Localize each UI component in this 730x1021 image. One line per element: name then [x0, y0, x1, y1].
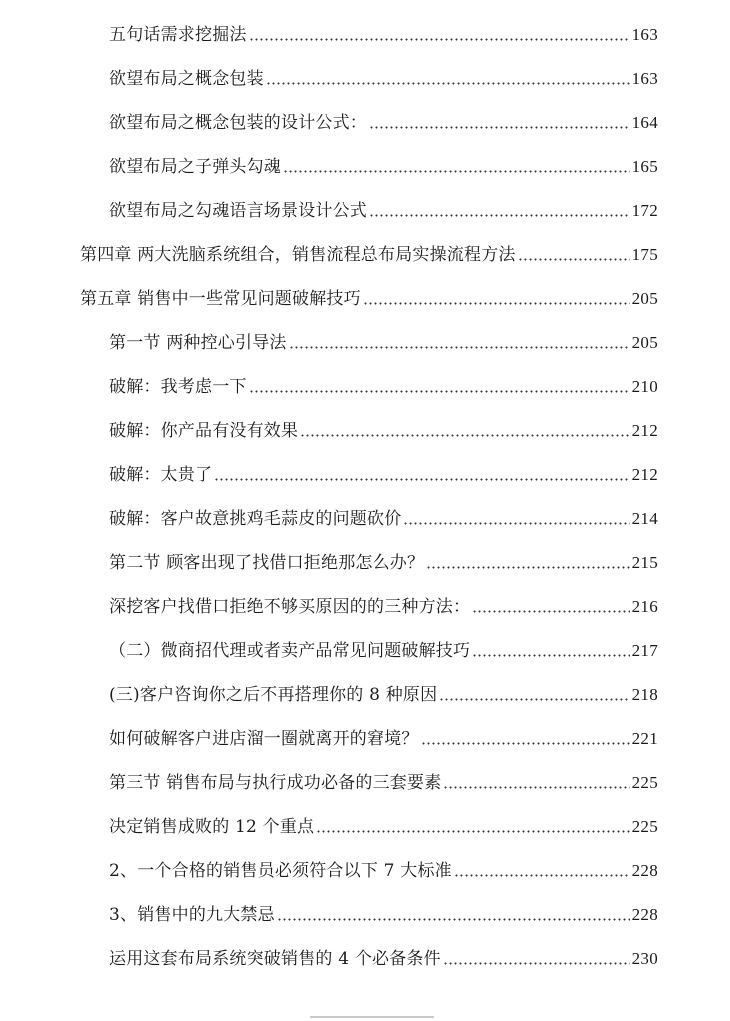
toc-entry-title: 2、一个合格的销售员必须符合以下 7 大标准: [109, 861, 452, 881]
toc-entry[interactable]: [109, 676, 658, 706]
dot-leader: [369, 126, 630, 129]
toc-entry-title: 欲望布局之子弹头勾魂: [109, 157, 281, 177]
toc-entry-page: 228: [631, 905, 658, 924]
dot-leader: [300, 434, 629, 437]
toc-entry-title: 欲望布局之勾魂语言场景设计公式: [109, 201, 367, 221]
dot-leader: [443, 786, 629, 789]
toc-entry-title: 第一节 两种控心引导法: [109, 333, 287, 353]
toc-entry[interactable]: [109, 456, 658, 486]
toc-entry-title: 欲望布局之概念包装: [109, 69, 264, 89]
toc-entry-page: 205: [631, 333, 658, 352]
dot-leader: [249, 38, 630, 41]
toc-entry[interactable]: [109, 896, 658, 926]
toc-entry-page: 212: [631, 421, 658, 440]
toc-entry-title: 深挖客户找借口拒绝不够买原因的的三种方法：: [109, 597, 471, 617]
toc-entry-title: 第三节 销售布局与执行成功必备的三套要素: [109, 773, 442, 793]
toc-entry[interactable]: [109, 632, 658, 662]
toc-entry-page: 175: [631, 245, 658, 264]
toc-entry[interactable]: [109, 192, 658, 222]
toc-entry-title: 第五章 销售中一些常见问题破解技巧: [80, 289, 361, 309]
dot-leader: [518, 258, 630, 261]
toc-entry-title: 破解：你产品有没有效果: [109, 421, 299, 441]
toc-entry-page: 230: [631, 949, 658, 968]
toc-entry-page: 214: [631, 509, 658, 528]
toc-entry[interactable]: [109, 852, 658, 882]
dot-leader: [289, 346, 630, 349]
toc-entry[interactable]: [109, 324, 658, 354]
dot-leader: [266, 82, 630, 85]
dot-leader: [277, 918, 630, 921]
toc-entry-page: 212: [631, 465, 658, 484]
toc-entry-title: 破解：客户故意挑鸡毛蒜皮的问题砍价: [109, 509, 402, 529]
dot-leader: [426, 566, 629, 569]
toc-entry[interactable]: [109, 104, 658, 134]
toc-entry-title: 3、销售中的九大禁忌: [109, 905, 275, 925]
toc-entry-title: 破解：我考虑一下: [109, 377, 247, 397]
toc-entry-page: 205: [631, 289, 658, 308]
dot-leader: [443, 962, 630, 965]
toc-entry-page: 221: [631, 729, 658, 748]
dot-leader: [454, 874, 630, 877]
toc-chapter-entry[interactable]: [80, 236, 658, 266]
dot-leader: [363, 302, 630, 305]
toc-entry[interactable]: [109, 720, 658, 750]
toc-entry-page: 172: [631, 201, 658, 220]
toc-entry-title: 第二节 顾客出现了找借口拒绝那怎么办？: [109, 553, 425, 573]
toc-entry-page: 163: [631, 25, 658, 44]
toc-entry-page: 164: [631, 113, 658, 132]
toc-entry-page: 218: [631, 685, 658, 704]
dot-leader: [283, 170, 630, 173]
toc-entry-page: 163: [631, 69, 658, 88]
toc-entry-page: 225: [631, 773, 658, 792]
toc-entry[interactable]: [109, 16, 658, 46]
dot-leader: [472, 654, 629, 657]
toc-entry-page: 216: [631, 597, 658, 616]
toc-entry[interactable]: [109, 544, 658, 574]
toc-entry-page: 210: [631, 377, 658, 396]
dot-leader: [316, 830, 629, 833]
toc-entry-title: 运用这套布局系统突破销售的 4 个必备条件: [109, 949, 441, 969]
toc-entry-title: 破解：太贵了: [109, 465, 213, 485]
dot-leader: [472, 610, 629, 613]
toc-entry-title: 决定销售成败的 12 个重点: [109, 817, 315, 837]
dot-leader: [421, 742, 630, 745]
toc-entry-title: 欲望布局之概念包装的设计公式：: [109, 113, 367, 133]
dot-leader: [214, 478, 629, 481]
toc-entry[interactable]: [109, 808, 658, 838]
toc-entry[interactable]: [109, 500, 658, 530]
toc-entry[interactable]: [109, 412, 658, 442]
dot-leader: [439, 698, 629, 701]
toc-entry-page: 225: [631, 817, 658, 836]
toc-entry[interactable]: [109, 148, 658, 178]
toc-entry-page: 228: [631, 861, 658, 880]
toc-entry-page: 217: [631, 641, 658, 660]
toc-entry-title: （二）微商招代理或者卖产品常见问题破解技巧: [109, 641, 471, 661]
toc-entry[interactable]: [109, 60, 658, 90]
toc-entry-page: 215: [631, 553, 658, 572]
toc-chapter-entry[interactable]: [80, 280, 658, 310]
scan-edge-line: [310, 1016, 434, 1018]
toc-entry-title: 如何破解客户进店溜一圈就离开的窘境？: [109, 729, 419, 749]
toc-entry-page: 165: [631, 157, 658, 176]
toc-entry[interactable]: [109, 368, 658, 398]
dot-leader: [249, 390, 630, 393]
dot-leader: [403, 522, 629, 525]
toc-entry-title: 第四章 两大洗脑系统组合，销售流程总布局实操流程方法: [80, 245, 516, 265]
toc-entry[interactable]: [109, 588, 658, 618]
toc-entry[interactable]: [109, 764, 658, 794]
toc-entry-title: 五句话需求挖掘法: [109, 25, 247, 45]
toc-entry-title: (三)客户咨询你之后不再搭理你的 8 种原因: [109, 685, 438, 705]
dot-leader: [369, 214, 630, 217]
toc-entry[interactable]: [109, 940, 658, 970]
